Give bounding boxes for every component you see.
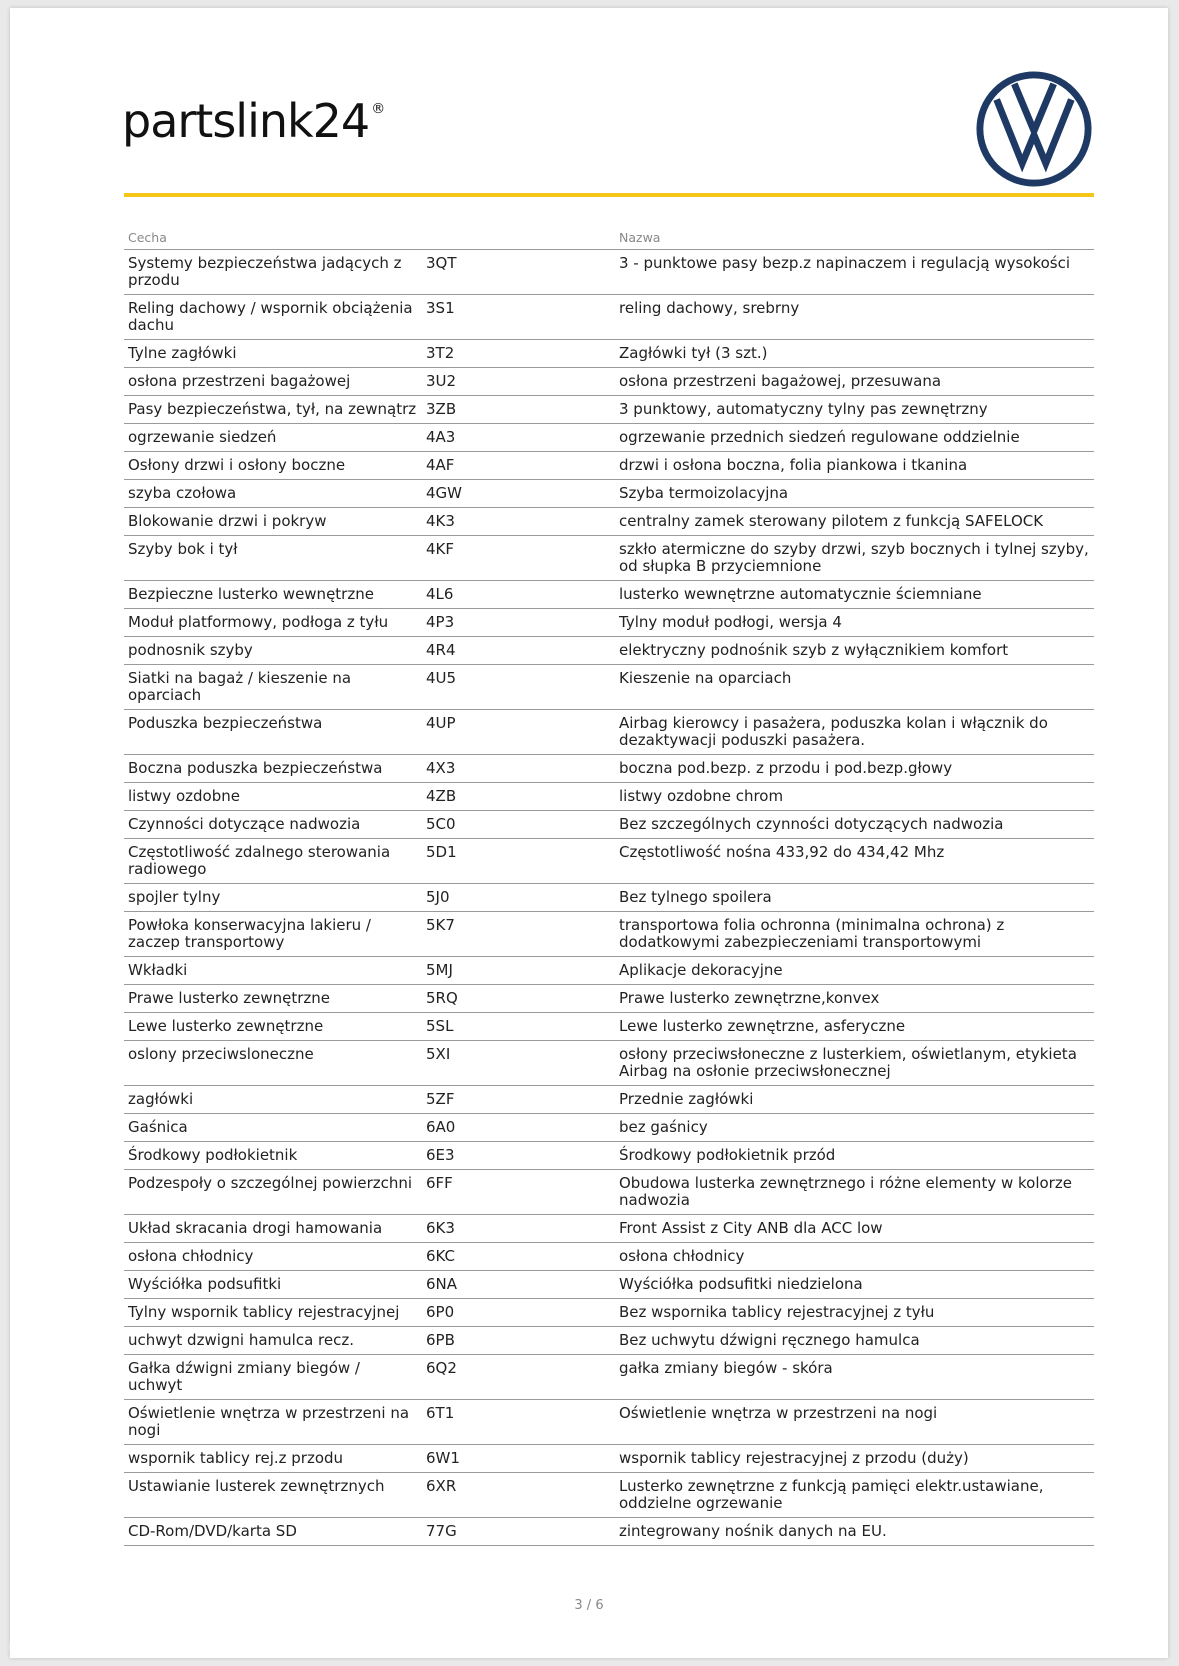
- cell-name: Bez wspornika tablicy rejestracyjnej z tyłu: [615, 1299, 1094, 1327]
- header-divider: [124, 193, 1094, 197]
- cell-code: 6PB: [422, 1327, 615, 1355]
- table-row: [124, 710, 1094, 755]
- cell-name: Częstotliwość nośna 433,92 do 434,42 Mhz: [615, 839, 1094, 884]
- table-row: [124, 480, 1094, 508]
- cell-name: gałka zmiany biegów - skóra: [615, 1355, 1094, 1400]
- table-row: [124, 665, 1094, 710]
- table-header-row: [124, 226, 1094, 250]
- cell-name: Szyba termoizolacyjna: [615, 480, 1094, 508]
- cell-name: osłona chłodnicy: [615, 1243, 1094, 1271]
- cell-name: lusterko wewnętrzne automatycznie ściemniane: [615, 581, 1094, 609]
- table-row: [124, 811, 1094, 839]
- cell-name: Oświetlenie wnętrza w przestrzeni na nogi: [615, 1400, 1094, 1445]
- table-row: [124, 755, 1094, 783]
- cell-code: 5K7: [422, 912, 615, 957]
- table-row: [124, 452, 1094, 480]
- cell-name: reling dachowy, srebrny: [615, 295, 1094, 340]
- cell-name: Bez tylnego spoilera: [615, 884, 1094, 912]
- cell-feature: Osłony drzwi i osłony boczne: [124, 452, 422, 480]
- table-row: [124, 340, 1094, 368]
- cell-feature: Oświetlenie wnętrza w przestrzeni na nogi: [124, 1400, 422, 1445]
- table-row: [124, 637, 1094, 665]
- cell-feature: Wkładki: [124, 957, 422, 985]
- table-row: [124, 912, 1094, 957]
- table-row: [124, 1142, 1094, 1170]
- table-row: [124, 1473, 1094, 1518]
- cell-name: Bez uchwytu dźwigni ręcznego hamulca: [615, 1327, 1094, 1355]
- table-row: [124, 424, 1094, 452]
- column-header-name: Nazwa: [615, 226, 1094, 250]
- cell-name: Środkowy podłokietnik przód: [615, 1142, 1094, 1170]
- table-row: [124, 368, 1094, 396]
- cell-code: 4KF: [422, 536, 615, 581]
- table-row: [124, 1170, 1094, 1215]
- table-row: [124, 985, 1094, 1013]
- cell-feature: uchwyt dzwigni hamulca recz.: [124, 1327, 422, 1355]
- cell-feature: ogrzewanie siedzeń: [124, 424, 422, 452]
- cell-feature: Powłoka konserwacyjna lakieru / zaczep transportowy: [124, 912, 422, 957]
- cell-code: 6T1: [422, 1400, 615, 1445]
- cell-feature: Bezpieczne lusterko wewnętrzne: [124, 581, 422, 609]
- cell-code: 5J0: [422, 884, 615, 912]
- table-row: [124, 508, 1094, 536]
- cell-name: transportowa folia ochronna (minimalna ochrona) z dodatkowymi zabezpieczeniami transportowymi: [615, 912, 1094, 957]
- cell-name: 3 - punktowe pasy bezp.z napinaczem i regulacją wysokości: [615, 250, 1094, 295]
- cell-code: 6E3: [422, 1142, 615, 1170]
- cell-feature: Poduszka bezpieczeństwa: [124, 710, 422, 755]
- table-row: [124, 1400, 1094, 1445]
- cell-feature: Moduł platformowy, podłoga z tyłu: [124, 609, 422, 637]
- cell-name: boczna pod.bezp. z przodu i pod.bezp.głowy: [615, 755, 1094, 783]
- cell-name: Prawe lusterko zewnętrzne,konvex: [615, 985, 1094, 1013]
- cell-code: 4UP: [422, 710, 615, 755]
- cell-name: Przednie zagłówki: [615, 1086, 1094, 1114]
- table-row: [124, 1013, 1094, 1041]
- cell-name: Front Assist z City ANB dla ACC low: [615, 1215, 1094, 1243]
- cell-code: 3QT: [422, 250, 615, 295]
- cell-code: 6KC: [422, 1243, 615, 1271]
- table-row: [124, 250, 1094, 295]
- table-row: [124, 1114, 1094, 1142]
- cell-code: 5RQ: [422, 985, 615, 1013]
- cell-feature: szyba czołowa: [124, 480, 422, 508]
- cell-feature: Pasy bezpieczeństwa, tył, na zewnątrz: [124, 396, 422, 424]
- cell-name: osłona przestrzeni bagażowej, przesuwana: [615, 368, 1094, 396]
- cell-code: 4ZB: [422, 783, 615, 811]
- cell-feature: Gałka dźwigni zmiany biegów / uchwyt: [124, 1355, 422, 1400]
- cell-feature: Układ skracania drogi hamowania: [124, 1215, 422, 1243]
- cell-code: 3S1: [422, 295, 615, 340]
- table-row: [124, 1215, 1094, 1243]
- document-page: [10, 8, 1168, 1658]
- cell-code: 5XI: [422, 1041, 615, 1086]
- table-row: [124, 1041, 1094, 1086]
- cell-feature: spojler tylny: [124, 884, 422, 912]
- page-indicator: 3 / 6: [574, 1598, 604, 1613]
- cell-name: szkło atermiczne do szyby drzwi, szyb bocznych i tylnej szyby, od słupka B przyciemnione: [615, 536, 1094, 581]
- cell-feature: Częstotliwość zdalnego sterowania radiowego: [124, 839, 422, 884]
- cell-name: 3 punktowy, automatyczny tylny pas zewnętrzny: [615, 396, 1094, 424]
- cell-name: osłony przeciwsłoneczne z lusterkiem, oświetlanym, etykieta Airbag na osłonie przeciwsłonecznej: [615, 1041, 1094, 1086]
- table-row: [124, 396, 1094, 424]
- cell-code: 6NA: [422, 1271, 615, 1299]
- cell-feature: Siatki na bagaż / kieszenie na oparciach: [124, 665, 422, 710]
- watermark: otomoto: [8, 1628, 165, 1663]
- vw-logo-icon: [975, 70, 1093, 188]
- cell-feature: Prawe lusterko zewnętrzne: [124, 985, 422, 1013]
- table-row: [124, 1271, 1094, 1299]
- cell-feature: CD-Rom/DVD/karta SD: [124, 1518, 422, 1546]
- cell-feature: Podzespoły o szczególnej powierzchni: [124, 1170, 422, 1215]
- cell-feature: Szyby bok i tył: [124, 536, 422, 581]
- cell-code: 77G: [422, 1518, 615, 1546]
- column-header-feature: Cecha: [124, 226, 422, 250]
- cell-name: Aplikacje dekoracyjne: [615, 957, 1094, 985]
- cell-name: elektryczny podnośnik szyb z wyłącznikiem komfort: [615, 637, 1094, 665]
- table-row: [124, 1299, 1094, 1327]
- cell-feature: Boczna poduszka bezpieczeństwa: [124, 755, 422, 783]
- cell-feature: Systemy bezpieczeństwa jadących z przodu: [124, 250, 422, 295]
- cell-code: 4P3: [422, 609, 615, 637]
- cell-code: 6A0: [422, 1114, 615, 1142]
- cell-code: 3ZB: [422, 396, 615, 424]
- table-row: [124, 1243, 1094, 1271]
- cell-code: 4R4: [422, 637, 615, 665]
- cell-code: 4X3: [422, 755, 615, 783]
- cell-code: 5SL: [422, 1013, 615, 1041]
- table-row: [124, 609, 1094, 637]
- cell-code: 4U5: [422, 665, 615, 710]
- cell-name: bez gaśnicy: [615, 1114, 1094, 1142]
- cell-code: 3U2: [422, 368, 615, 396]
- cell-code: 5D1: [422, 839, 615, 884]
- cell-code: 6Q2: [422, 1355, 615, 1400]
- cell-feature: Środkowy podłokietnik: [124, 1142, 422, 1170]
- cell-feature: Tylne zagłówki: [124, 340, 422, 368]
- partslink24-logo: partslink24 ®: [122, 94, 385, 148]
- cell-feature: Reling dachowy / wspornik obciążenia dachu: [124, 295, 422, 340]
- cell-code: 6P0: [422, 1299, 615, 1327]
- cell-feature: oslony przeciwsloneczne: [124, 1041, 422, 1086]
- table-row: [124, 1518, 1094, 1546]
- cell-code: 4A3: [422, 424, 615, 452]
- cell-feature: Blokowanie drzwi i pokryw: [124, 508, 422, 536]
- table-row: [124, 839, 1094, 884]
- table-row: [124, 884, 1094, 912]
- cell-code: 5MJ: [422, 957, 615, 985]
- cell-name: Lewe lusterko zewnętrzne, asferyczne: [615, 1013, 1094, 1041]
- cell-feature: osłona chłodnicy: [124, 1243, 422, 1271]
- cell-feature: wspornik tablicy rej.z przodu: [124, 1445, 422, 1473]
- cell-feature: Lewe lusterko zewnętrzne: [124, 1013, 422, 1041]
- table-row: [124, 957, 1094, 985]
- cell-code: 3T2: [422, 340, 615, 368]
- column-header-code: [422, 226, 615, 250]
- cell-name: ogrzewanie przednich siedzeń regulowane oddzielnie: [615, 424, 1094, 452]
- cell-feature: Gaśnica: [124, 1114, 422, 1142]
- table-row: [124, 1355, 1094, 1400]
- table-row: [124, 1327, 1094, 1355]
- cell-name: Kieszenie na oparciach: [615, 665, 1094, 710]
- cell-feature: listwy ozdobne: [124, 783, 422, 811]
- cell-code: 4K3: [422, 508, 615, 536]
- cell-code: 5ZF: [422, 1086, 615, 1114]
- cell-feature: osłona przestrzeni bagażowej: [124, 368, 422, 396]
- table-row: [124, 295, 1094, 340]
- cell-code: 6W1: [422, 1445, 615, 1473]
- cell-name: listwy ozdobne chrom: [615, 783, 1094, 811]
- cell-feature: Wyściółka podsufitki: [124, 1271, 422, 1299]
- cell-name: Bez szczególnych czynności dotyczących nadwozia: [615, 811, 1094, 839]
- table-row: [124, 536, 1094, 581]
- cell-feature: Ustawianie lusterek zewnętrznych: [124, 1473, 422, 1518]
- cell-feature: podnosnik szyby: [124, 637, 422, 665]
- cell-name: Lusterko zewnętrzne z funkcją pamięci elektr.ustawiane, oddzielne ogrzewanie: [615, 1473, 1094, 1518]
- cell-name: centralny zamek sterowany pilotem z funkcją SAFELOCK: [615, 508, 1094, 536]
- cell-code: 6K3: [422, 1215, 615, 1243]
- table-row: [124, 1086, 1094, 1114]
- table-row: [124, 581, 1094, 609]
- cell-name: zintegrowany nośnik danych na EU.: [615, 1518, 1094, 1546]
- cell-name: drzwi i osłona boczna, folia piankowa i tkanina: [615, 452, 1094, 480]
- cell-feature: zagłówki: [124, 1086, 422, 1114]
- cell-name: Zagłówki tył (3 szt.): [615, 340, 1094, 368]
- cell-code: 6FF: [422, 1170, 615, 1215]
- cell-name: Airbag kierowcy i pasażera, poduszka kolan i włącznik do dezaktywacji poduszki pasażera.: [615, 710, 1094, 755]
- table-row: [124, 1445, 1094, 1473]
- cell-code: 4GW: [422, 480, 615, 508]
- equipment-table: [124, 226, 1094, 1546]
- cell-code: 5C0: [422, 811, 615, 839]
- cell-name: Wyściółka podsufitki niedzielona: [615, 1271, 1094, 1299]
- cell-feature: Tylny wspornik tablicy rejestracyjnej: [124, 1299, 422, 1327]
- cell-code: 6XR: [422, 1473, 615, 1518]
- cell-code: 4L6: [422, 581, 615, 609]
- cell-name: Tylny moduł podłogi, wersja 4: [615, 609, 1094, 637]
- cell-code: 4AF: [422, 452, 615, 480]
- table-row: [124, 783, 1094, 811]
- cell-name: wspornik tablicy rejestracyjnej z przodu (duży): [615, 1445, 1094, 1473]
- cell-name: Obudowa lusterka zewnętrznego i różne elementy w kolorze nadwozia: [615, 1170, 1094, 1215]
- cell-feature: Czynności dotyczące nadwozia: [124, 811, 422, 839]
